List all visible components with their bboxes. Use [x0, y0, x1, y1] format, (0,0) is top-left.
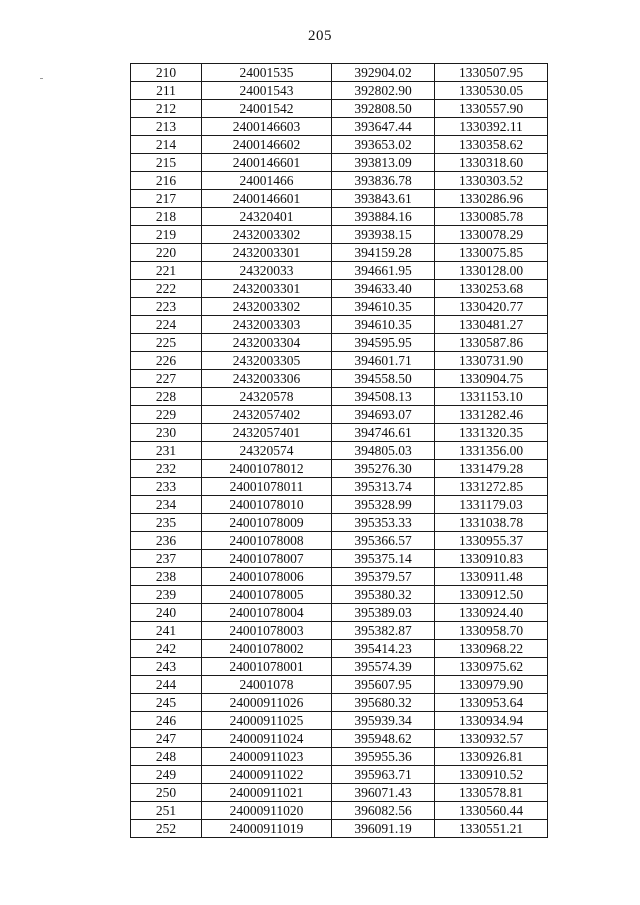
table-row: [131, 352, 548, 370]
table-row: [131, 478, 548, 496]
y-coordinate-cell: 1331320.35: [435, 424, 548, 442]
point-code-cell: 24001078011: [202, 478, 332, 496]
point-number-cell: 245: [131, 694, 202, 712]
point-code-cell: 2432003304: [202, 334, 332, 352]
point-number-cell: 215: [131, 154, 202, 172]
point-number-cell: 248: [131, 748, 202, 766]
point-code-cell: 24001078009: [202, 514, 332, 532]
x-coordinate-cell: 396082.56: [332, 802, 435, 820]
x-coordinate-cell: 393653.02: [332, 136, 435, 154]
table-row: [131, 604, 548, 622]
point-code-cell: 24000911021: [202, 784, 332, 802]
table-row: [131, 82, 548, 100]
y-coordinate-cell: 1330557.90: [435, 100, 548, 118]
y-coordinate-cell: 1331282.46: [435, 406, 548, 424]
y-coordinate-cell: 1330507.95: [435, 64, 548, 82]
point-number-cell: 233: [131, 478, 202, 496]
point-number-cell: 237: [131, 550, 202, 568]
point-number-cell: 221: [131, 262, 202, 280]
table-row: [131, 172, 548, 190]
y-coordinate-cell: 1330128.00: [435, 262, 548, 280]
point-number-cell: 246: [131, 712, 202, 730]
y-coordinate-cell: 1330958.70: [435, 622, 548, 640]
x-coordinate-cell: 394610.35: [332, 316, 435, 334]
y-coordinate-cell: 1330953.64: [435, 694, 548, 712]
x-coordinate-cell: 395313.74: [332, 478, 435, 496]
point-number-cell: 224: [131, 316, 202, 334]
point-code-cell: 2432003305: [202, 352, 332, 370]
y-coordinate-cell: 1330078.29: [435, 226, 548, 244]
table-row: [131, 676, 548, 694]
point-number-cell: 212: [131, 100, 202, 118]
point-number-cell: 226: [131, 352, 202, 370]
point-number-cell: 250: [131, 784, 202, 802]
point-code-cell: 24001078010: [202, 496, 332, 514]
point-number-cell: 235: [131, 514, 202, 532]
point-code-cell: 2400146601: [202, 190, 332, 208]
x-coordinate-cell: 395276.30: [332, 460, 435, 478]
point-code-cell: 24000911019: [202, 820, 332, 838]
point-code-cell: 24001078: [202, 676, 332, 694]
table-row: [131, 190, 548, 208]
x-coordinate-cell: 395574.39: [332, 658, 435, 676]
point-code-cell: 24001535: [202, 64, 332, 82]
table-row: [131, 748, 548, 766]
x-coordinate-cell: 394693.07: [332, 406, 435, 424]
point-number-cell: 239: [131, 586, 202, 604]
table-row: [131, 154, 548, 172]
x-coordinate-cell: 394558.50: [332, 370, 435, 388]
x-coordinate-cell: 394508.13: [332, 388, 435, 406]
page-number: 205: [308, 28, 332, 44]
point-code-cell: 2432003301: [202, 280, 332, 298]
point-code-cell: 24320033: [202, 262, 332, 280]
table-row: [131, 370, 548, 388]
x-coordinate-cell: 396091.19: [332, 820, 435, 838]
y-coordinate-cell: 1330731.90: [435, 352, 548, 370]
point-code-cell: 24001078008: [202, 532, 332, 550]
point-number-cell: 238: [131, 568, 202, 586]
table-row: [131, 730, 548, 748]
point-number-cell: 244: [131, 676, 202, 694]
x-coordinate-cell: 394610.35: [332, 298, 435, 316]
x-coordinate-cell: 394661.95: [332, 262, 435, 280]
y-coordinate-cell: 1331153.10: [435, 388, 548, 406]
y-coordinate-cell: 1330392.11: [435, 118, 548, 136]
y-coordinate-cell: 1330303.52: [435, 172, 548, 190]
y-coordinate-cell: 1330955.37: [435, 532, 548, 550]
point-code-cell: 24001078004: [202, 604, 332, 622]
point-code-cell: 24001542: [202, 100, 332, 118]
point-number-cell: 213: [131, 118, 202, 136]
y-coordinate-cell: 1330551.21: [435, 820, 548, 838]
y-coordinate-cell: 1330587.86: [435, 334, 548, 352]
table-row: [131, 316, 548, 334]
point-number-cell: 219: [131, 226, 202, 244]
point-code-cell: 24001078005: [202, 586, 332, 604]
point-code-cell: 24000911023: [202, 748, 332, 766]
x-coordinate-cell: 394159.28: [332, 244, 435, 262]
point-number-cell: 216: [131, 172, 202, 190]
table-row: [131, 586, 548, 604]
coordinates-table: [130, 63, 548, 838]
x-coordinate-cell: 395379.57: [332, 568, 435, 586]
point-code-cell: 24000911020: [202, 802, 332, 820]
y-coordinate-cell: 1330924.40: [435, 604, 548, 622]
y-coordinate-cell: 1330578.81: [435, 784, 548, 802]
y-coordinate-cell: 1330481.27: [435, 316, 548, 334]
y-coordinate-cell: 1330904.75: [435, 370, 548, 388]
point-number-cell: 252: [131, 820, 202, 838]
point-code-cell: 2400146601: [202, 154, 332, 172]
table-row: [131, 460, 548, 478]
point-code-cell: 24001078012: [202, 460, 332, 478]
point-code-cell: 24000911024: [202, 730, 332, 748]
x-coordinate-cell: 393813.09: [332, 154, 435, 172]
table-row: [131, 820, 548, 838]
x-coordinate-cell: 395382.87: [332, 622, 435, 640]
y-coordinate-cell: 1330560.44: [435, 802, 548, 820]
table-row: [131, 298, 548, 316]
y-coordinate-cell: 1330934.94: [435, 712, 548, 730]
point-code-cell: 24320578: [202, 388, 332, 406]
point-number-cell: 242: [131, 640, 202, 658]
table-row: [131, 64, 548, 82]
point-number-cell: 229: [131, 406, 202, 424]
table-row: [131, 622, 548, 640]
y-coordinate-cell: 1330075.85: [435, 244, 548, 262]
point-code-cell: 24320401: [202, 208, 332, 226]
table-row: [131, 712, 548, 730]
point-code-cell: 24001078001: [202, 658, 332, 676]
point-number-cell: 220: [131, 244, 202, 262]
table-row: [131, 694, 548, 712]
table-row: [131, 208, 548, 226]
table-row: [131, 118, 548, 136]
y-coordinate-cell: 1330911.48: [435, 568, 548, 586]
point-number-cell: 211: [131, 82, 202, 100]
x-coordinate-cell: 395607.95: [332, 676, 435, 694]
point-number-cell: 222: [131, 280, 202, 298]
point-code-cell: 2432003302: [202, 226, 332, 244]
point-code-cell: 2432003306: [202, 370, 332, 388]
y-coordinate-cell: 1330286.96: [435, 190, 548, 208]
x-coordinate-cell: 395375.14: [332, 550, 435, 568]
table-row: [131, 262, 548, 280]
y-coordinate-cell: 1330932.57: [435, 730, 548, 748]
point-code-cell: 24000911022: [202, 766, 332, 784]
x-coordinate-cell: 395380.32: [332, 586, 435, 604]
x-coordinate-cell: 393647.44: [332, 118, 435, 136]
point-number-cell: 225: [131, 334, 202, 352]
scan-artifact-mark: [40, 78, 43, 79]
point-number-cell: 251: [131, 802, 202, 820]
x-coordinate-cell: 395939.34: [332, 712, 435, 730]
table-row: [131, 100, 548, 118]
y-coordinate-cell: 1330910.52: [435, 766, 548, 784]
x-coordinate-cell: 394601.71: [332, 352, 435, 370]
table-row: [131, 226, 548, 244]
y-coordinate-cell: 1331179.03: [435, 496, 548, 514]
point-number-cell: 228: [131, 388, 202, 406]
y-coordinate-cell: 1330912.50: [435, 586, 548, 604]
x-coordinate-cell: 395948.62: [332, 730, 435, 748]
x-coordinate-cell: 394633.40: [332, 280, 435, 298]
x-coordinate-cell: 392808.50: [332, 100, 435, 118]
point-code-cell: 24001078007: [202, 550, 332, 568]
point-number-cell: 240: [131, 604, 202, 622]
point-number-cell: 249: [131, 766, 202, 784]
point-code-cell: 2432003301: [202, 244, 332, 262]
table-row: [131, 136, 548, 154]
point-number-cell: 227: [131, 370, 202, 388]
table-row: [131, 406, 548, 424]
x-coordinate-cell: 393938.15: [332, 226, 435, 244]
table-row: [131, 334, 548, 352]
point-number-cell: 247: [131, 730, 202, 748]
point-number-cell: 223: [131, 298, 202, 316]
table-row: [131, 424, 548, 442]
y-coordinate-cell: 1330085.78: [435, 208, 548, 226]
x-coordinate-cell: 394805.03: [332, 442, 435, 460]
point-code-cell: 2400146603: [202, 118, 332, 136]
table-row: [131, 784, 548, 802]
point-number-cell: 214: [131, 136, 202, 154]
point-code-cell: 24001466: [202, 172, 332, 190]
table-row: [131, 766, 548, 784]
point-code-cell: 24001543: [202, 82, 332, 100]
point-number-cell: 232: [131, 460, 202, 478]
y-coordinate-cell: 1330910.83: [435, 550, 548, 568]
table-row: [131, 280, 548, 298]
y-coordinate-cell: 1330975.62: [435, 658, 548, 676]
y-coordinate-cell: 1330253.68: [435, 280, 548, 298]
y-coordinate-cell: 1331356.00: [435, 442, 548, 460]
point-code-cell: 2432057402: [202, 406, 332, 424]
point-number-cell: 243: [131, 658, 202, 676]
y-coordinate-cell: 1330926.81: [435, 748, 548, 766]
x-coordinate-cell: 395414.23: [332, 640, 435, 658]
y-coordinate-cell: 1330530.05: [435, 82, 548, 100]
coordinates-table-body: [131, 64, 548, 838]
point-number-cell: 231: [131, 442, 202, 460]
x-coordinate-cell: 395366.57: [332, 532, 435, 550]
y-coordinate-cell: 1330979.90: [435, 676, 548, 694]
point-code-cell: 2432003303: [202, 316, 332, 334]
x-coordinate-cell: 395680.32: [332, 694, 435, 712]
point-number-cell: 217: [131, 190, 202, 208]
x-coordinate-cell: 395955.36: [332, 748, 435, 766]
point-number-cell: 241: [131, 622, 202, 640]
point-code-cell: 24000911025: [202, 712, 332, 730]
point-code-cell: 2400146602: [202, 136, 332, 154]
y-coordinate-cell: 1330358.62: [435, 136, 548, 154]
table-row: [131, 658, 548, 676]
point-code-cell: 24001078003: [202, 622, 332, 640]
y-coordinate-cell: 1331272.85: [435, 478, 548, 496]
table-row: [131, 640, 548, 658]
x-coordinate-cell: 395353.33: [332, 514, 435, 532]
x-coordinate-cell: 395963.71: [332, 766, 435, 784]
point-code-cell: 24001078002: [202, 640, 332, 658]
x-coordinate-cell: 395389.03: [332, 604, 435, 622]
table-row: [131, 244, 548, 262]
y-coordinate-cell: 1330968.22: [435, 640, 548, 658]
x-coordinate-cell: 393843.61: [332, 190, 435, 208]
x-coordinate-cell: 392904.02: [332, 64, 435, 82]
point-number-cell: 210: [131, 64, 202, 82]
point-number-cell: 230: [131, 424, 202, 442]
point-code-cell: 2432003302: [202, 298, 332, 316]
point-code-cell: 24320574: [202, 442, 332, 460]
point-number-cell: 234: [131, 496, 202, 514]
x-coordinate-cell: 396071.43: [332, 784, 435, 802]
x-coordinate-cell: 394595.95: [332, 334, 435, 352]
table-row: [131, 550, 548, 568]
point-code-cell: 24000911026: [202, 694, 332, 712]
y-coordinate-cell: 1330318.60: [435, 154, 548, 172]
point-number-cell: 236: [131, 532, 202, 550]
table-row: [131, 496, 548, 514]
y-coordinate-cell: 1330420.77: [435, 298, 548, 316]
table-row: [131, 388, 548, 406]
table-row: [131, 568, 548, 586]
point-number-cell: 218: [131, 208, 202, 226]
x-coordinate-cell: 392802.90: [332, 82, 435, 100]
y-coordinate-cell: 1331038.78: [435, 514, 548, 532]
point-code-cell: 2432057401: [202, 424, 332, 442]
table-row: [131, 514, 548, 532]
point-code-cell: 24001078006: [202, 568, 332, 586]
table-row: [131, 802, 548, 820]
x-coordinate-cell: 393884.16: [332, 208, 435, 226]
x-coordinate-cell: 393836.78: [332, 172, 435, 190]
x-coordinate-cell: 394746.61: [332, 424, 435, 442]
y-coordinate-cell: 1331479.28: [435, 460, 548, 478]
table-row: [131, 442, 548, 460]
x-coordinate-cell: 395328.99: [332, 496, 435, 514]
table-row: [131, 532, 548, 550]
